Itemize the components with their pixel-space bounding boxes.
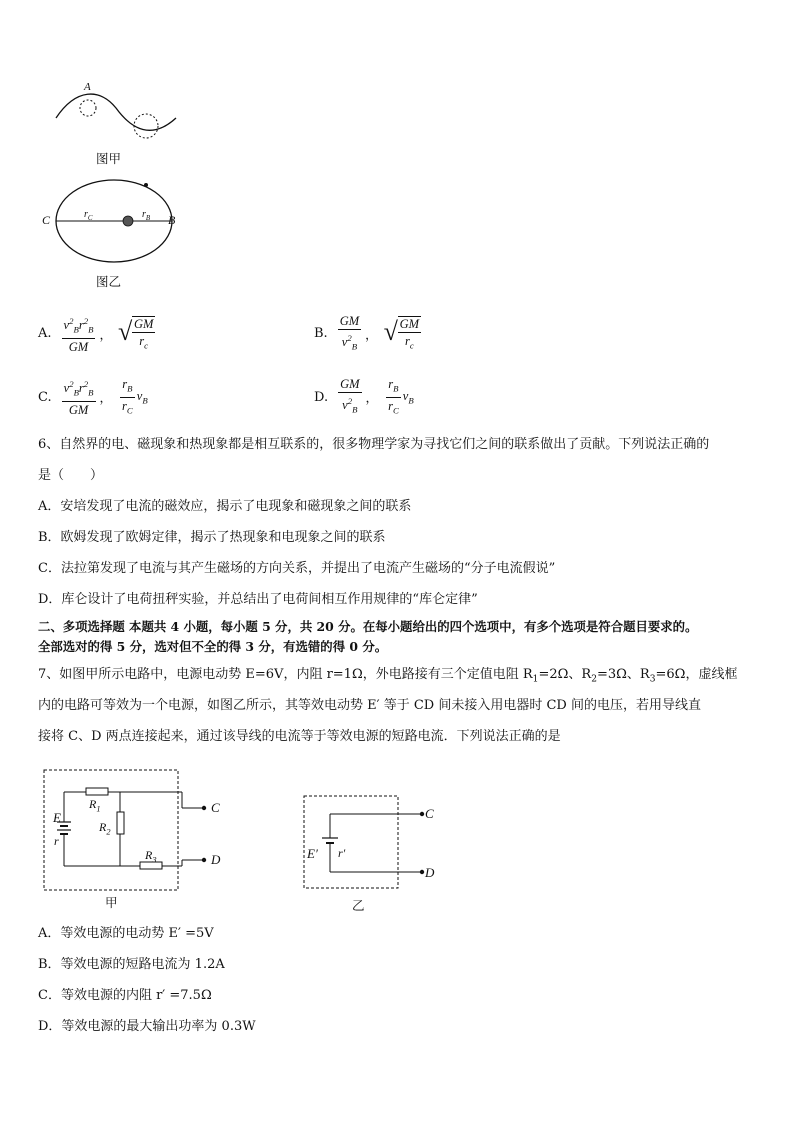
label-yi-e: E′ bbox=[307, 846, 318, 861]
q7-stem-line1: 7、如图甲所示电路中，电源电动势 E=6V，内阻 r=1Ω，外电路接有三个定值电阻 $R_1=2\Omega$、$R_2=3\Omega$、$R_3=6\Omega$，虚线框 bbox=[38, 667, 738, 685]
q7-option-c[interactable]: C．等效电源的内阻 r′ =7.5Ω bbox=[38, 988, 212, 1003]
q7-stem-line2: 内的电路可等效为一个电源，如图乙所示，其等效电动势 E′ 等于 CD 间未接入用电器时 CD 间的电压，若用导线直 bbox=[38, 698, 701, 713]
resistor-r1 bbox=[86, 788, 108, 795]
q6-option-d[interactable]: D．库仑设计了电荷扭秤实验，并总结出了电荷间相互作用规律的“库仑定律” bbox=[38, 592, 478, 607]
q6-option-b[interactable]: B．欧姆发现了欧姆定律，揭示了热现象和电现象之间的联系 bbox=[38, 530, 386, 545]
label-rb: $r_B$ bbox=[142, 209, 151, 222]
caption-circuit-yi: 乙 bbox=[352, 898, 365, 913]
label-jia-d: D bbox=[211, 852, 221, 867]
label-yi-d: D bbox=[425, 865, 435, 880]
label-jia-r3: $R_3$ bbox=[145, 848, 157, 865]
circuit-jia bbox=[40, 766, 230, 896]
caption-figure-yi: 图乙 bbox=[96, 274, 122, 289]
frac-rb-rc: $\frac{r_B}{r_C}$ bbox=[122, 377, 133, 415]
q7-option-a[interactable]: A．等效电源的电动势 E′ =5V bbox=[38, 926, 214, 941]
frac-rb-rc-d: $\frac{r_B}{r_C}$ bbox=[388, 377, 399, 415]
satellite-dot bbox=[144, 183, 148, 187]
frac-vb2rb2-gm: $\frac{v^2_Br^2_B}{GM}$ bbox=[63, 316, 94, 354]
label-jia-e: E bbox=[53, 810, 61, 825]
q6-option-a[interactable]: A．安培发现了电流的磁效应，揭示了电现象和磁现象之间的联系 bbox=[38, 499, 412, 514]
label-c: C bbox=[42, 213, 51, 227]
caption-figure-jia: 图甲 bbox=[96, 151, 122, 166]
terminal-c bbox=[202, 806, 206, 810]
q7-option-d[interactable]: D．等效电源的最大输出功率为 0.3W bbox=[38, 1019, 256, 1034]
label-b: B bbox=[168, 213, 176, 227]
terminal-d bbox=[202, 858, 206, 862]
label-jia-c: C bbox=[211, 800, 220, 815]
q5-option-b[interactable]: B. $\frac{GM}{v^2_B}$ ， √ $\frac{GM}{r_c}$ bbox=[314, 314, 423, 354]
label-jia-r1: $R_1$ bbox=[89, 797, 101, 814]
terminal-d-yi bbox=[420, 870, 424, 874]
label-yi-r: r′ bbox=[338, 846, 346, 860]
small-dashed-circle bbox=[80, 100, 96, 116]
label-jia-r2: $R_2$ bbox=[99, 820, 111, 837]
q5-option-d[interactable]: D. $\frac{GM}{v^2_B}$ ， $\frac{r_B}{r_C}$ $v_B$ bbox=[314, 377, 414, 415]
sqrt-gm-rc: √ $\frac{GM}{r_c}$ bbox=[117, 316, 154, 351]
q6-stem-line1: 6、自然界的电、磁现象和热现象都是相互联系的，很多物理学家为寻找它们之间的联系做出了贡献。下列说法正确的 bbox=[38, 437, 710, 452]
dashed-box-yi bbox=[304, 796, 398, 888]
terminal-c-yi bbox=[420, 812, 424, 816]
label-a: A bbox=[84, 81, 91, 93]
large-dashed-circle bbox=[134, 114, 158, 138]
q5-option-a[interactable]: A. $\frac{v^2_Br^2_B}{GM}$ ， √ $\frac{GM}{r_c}$ bbox=[38, 314, 157, 354]
figure-orbit bbox=[50, 176, 178, 268]
caption-circuit-jia: 甲 bbox=[105, 895, 118, 910]
q7-stem-line3: 接将 C、D 两点连接起来，通过该导线的电流等于等效电源的短路电流．下列说法正确的是 bbox=[38, 729, 561, 744]
frac-gm-vb2-d: $\frac{GM}{v^2_B}$ bbox=[340, 377, 360, 415]
section2-line2: 全部选对的得 5 分，选对但不全的得 3 分，有选错的得 0 分。 bbox=[38, 639, 388, 654]
circuit-yi bbox=[300, 792, 440, 902]
q6-stem-line2: 是（ ） bbox=[38, 468, 104, 483]
section2-line1: 二、多项选择题 本题共 4 小题，每小题 5 分，共 20 分。在每小题给出的四个选项中，有多个选项是符合题目要求的。 bbox=[38, 619, 698, 634]
q7-option-b[interactable]: B．等效电源的短路电流为 1.2A bbox=[38, 957, 225, 972]
resistor-r2 bbox=[117, 812, 124, 834]
label-rc: $r_C$ bbox=[84, 209, 93, 222]
q5-option-c[interactable]: C. $\frac{v^2_Br^2_B}{GM}$ ， $\frac{r_B}{r_C}$ $v_B$ bbox=[38, 377, 148, 417]
frac-vb2rb2-gm-c: $\frac{v^2_Br^2_B}{GM}$ bbox=[63, 379, 94, 417]
frac-gm-vb2: $\frac{GM}{v^2_B}$ bbox=[339, 314, 360, 352]
label-yi-c: C bbox=[425, 806, 434, 821]
central-body bbox=[123, 216, 133, 226]
figure-wave bbox=[50, 82, 185, 144]
sqrt-gm-rc-b: √ $\frac{GM}{r_c}$ bbox=[383, 316, 420, 351]
q6-option-c[interactable]: C．法拉第发现了电流与其产生磁场的方向关系，并提出了电流产生磁场的“分子电流假说” bbox=[38, 561, 556, 576]
label-jia-r: r bbox=[54, 834, 59, 848]
